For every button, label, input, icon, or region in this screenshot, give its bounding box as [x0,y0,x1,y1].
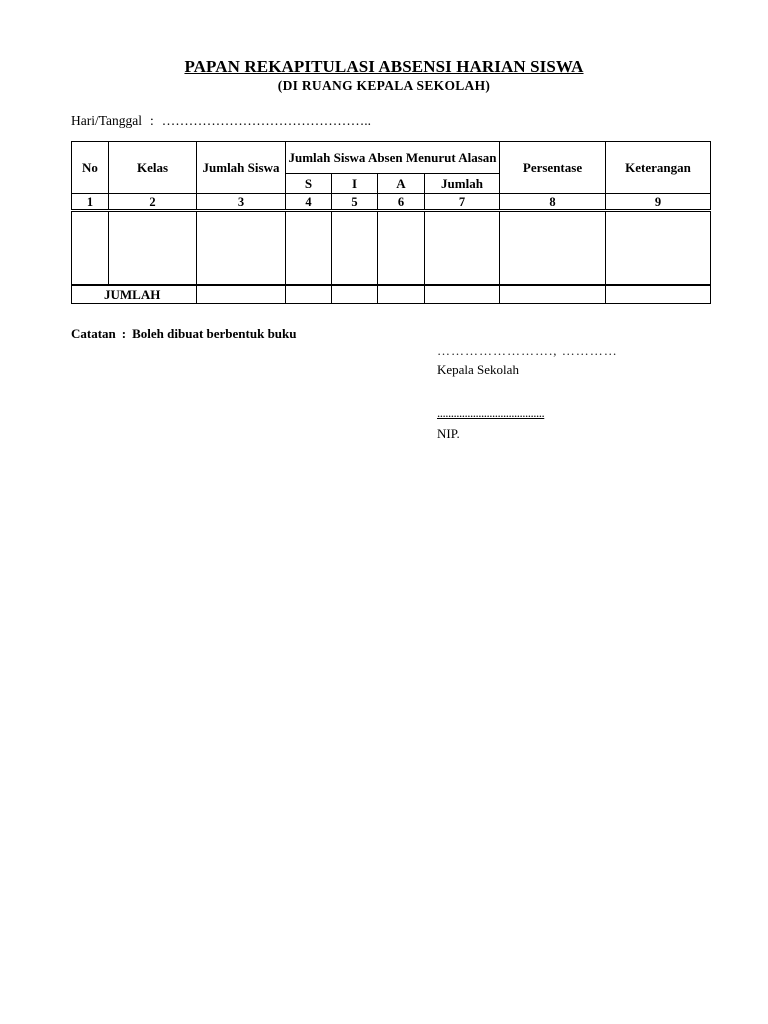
total-cell [332,285,378,304]
header-jumlah-siswa: Jumlah Siswa [197,142,286,194]
header-kelas: Kelas [109,142,197,194]
signature-name-line: ....................................... [437,405,545,420]
attendance-table [71,141,711,304]
header-keterangan: Keterangan [606,142,711,194]
date-blank: ……………………………………….. [161,113,372,128]
entry-cell [606,211,711,286]
entry-cell [500,211,606,286]
column-number: 5 [332,194,378,211]
signature-place-date: ……………………., ………… [437,343,618,358]
header-no: No [72,142,109,194]
signature-nip: NIP. [437,426,460,441]
column-number: 9 [606,194,711,211]
entry-cell [425,211,500,286]
header-s: S [286,174,332,194]
note [71,326,297,342]
total-cell [197,285,286,304]
note-label: Catatan [71,326,116,341]
document-subtitle: (DI RUANG KEPALA SEKOLAH) [277,78,491,93]
header-jumlah: Jumlah [425,174,500,194]
column-number: 3 [197,194,286,211]
header-i: I [332,174,378,194]
column-number: 7 [425,194,500,211]
header-absen-group: Jumlah Siswa Absen Menurut Alasan [286,142,500,174]
total-cell [286,285,332,304]
total-cell [606,285,711,304]
total-cell [425,285,500,304]
total-cell [500,285,606,304]
signature-role: Kepala Sekolah [437,362,519,377]
entry-cell [332,211,378,286]
column-number: 8 [500,194,606,211]
total-cell [378,285,425,304]
column-number: 4 [286,194,332,211]
header-persentase: Persentase [500,142,606,194]
note-separator: : [121,326,127,341]
date-label: Hari/Tanggal [71,113,143,128]
header-a: A [378,174,425,194]
column-number: 2 [109,194,197,211]
date-separator: : [150,113,154,128]
entry-cell [378,211,425,286]
entry-cell [286,211,332,286]
entry-cell [109,211,197,286]
column-number: 6 [378,194,425,211]
note-text: Boleh dibuat berbentuk buku [132,326,297,341]
document-title: PAPAN REKAPITULASI ABSENSI HARIAN SISWA [184,57,584,76]
column-number: 1 [72,194,109,211]
entry-cell [197,211,286,286]
total-label: JUMLAH [72,285,197,304]
date-field [71,113,371,129]
entry-cell [72,211,109,286]
